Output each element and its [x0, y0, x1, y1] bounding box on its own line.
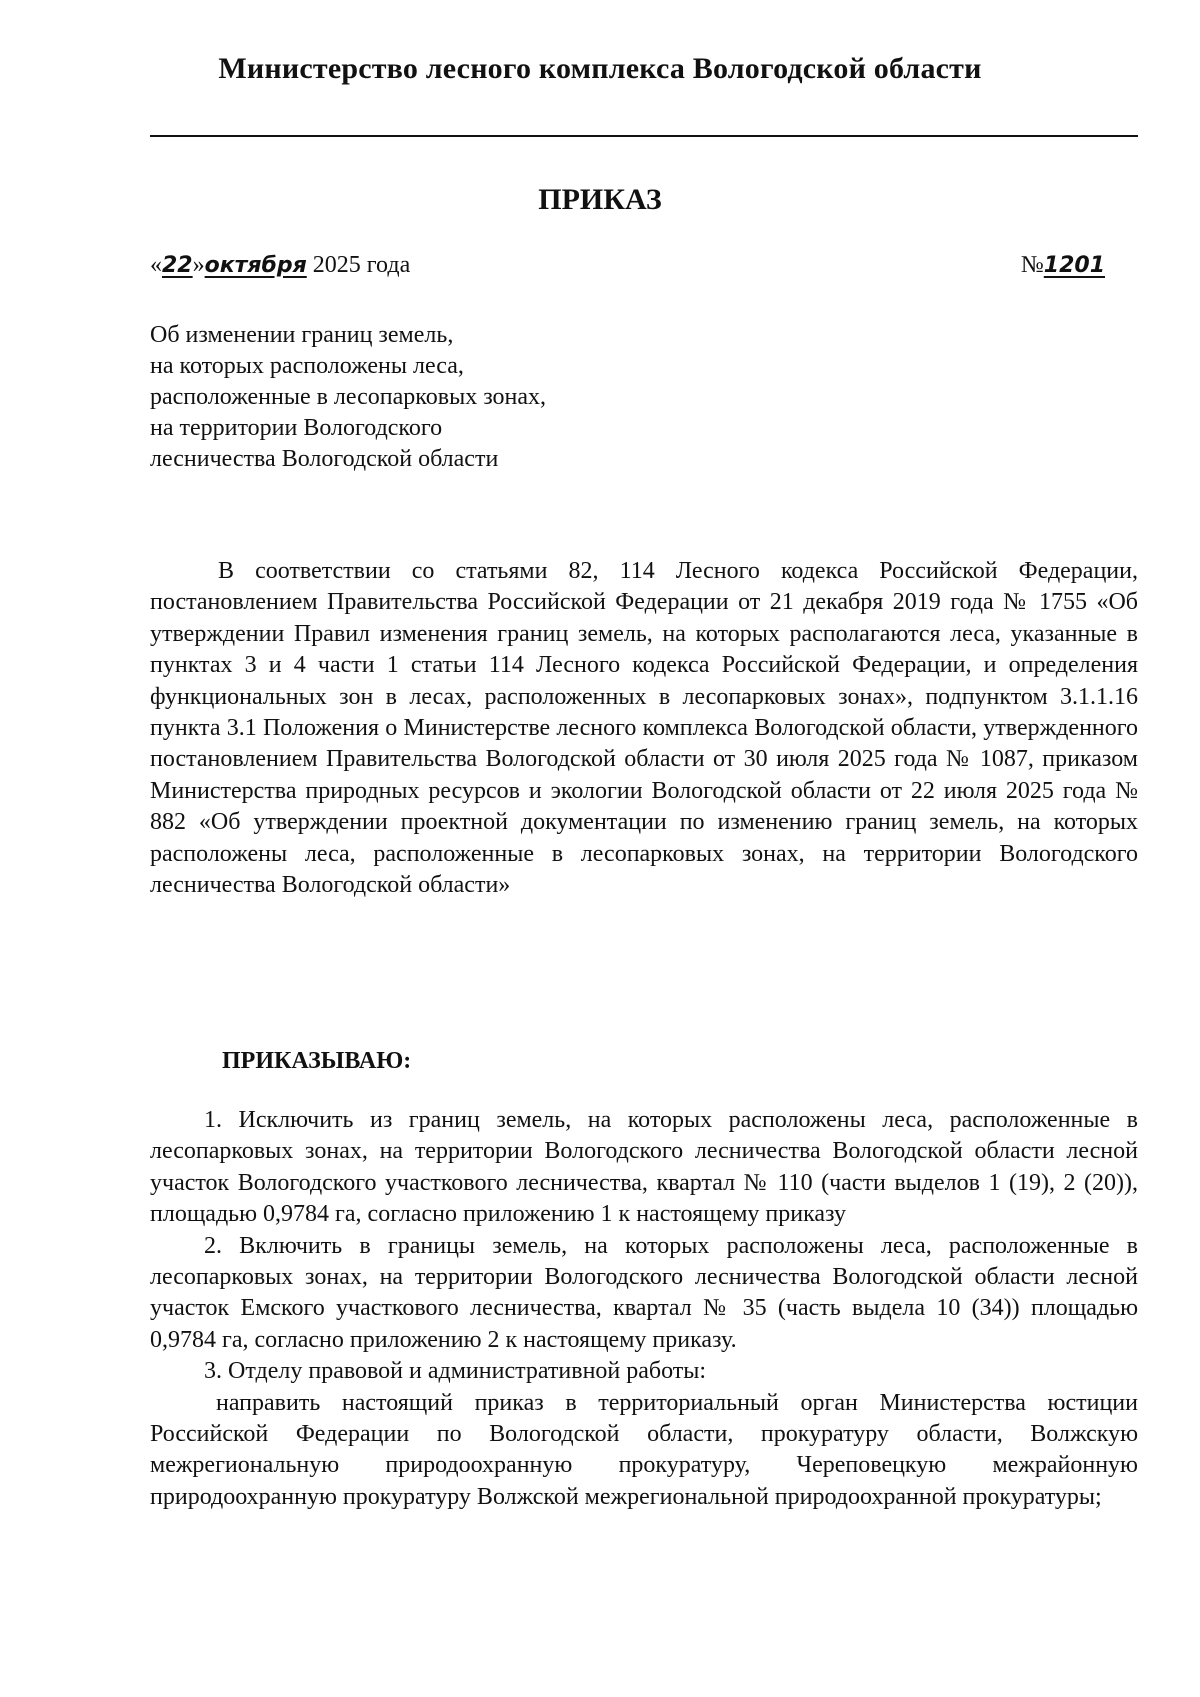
- subject-line: на которых расположены леса,: [150, 353, 464, 379]
- order-subject: [150, 320, 710, 475]
- date-year: 2025 года: [312, 252, 411, 278]
- number-prefix: №: [1020, 252, 1044, 278]
- ministry-heading: Министерство лесного комплекса Вологодской области: [218, 52, 982, 85]
- order-date: [150, 252, 410, 279]
- order-items: [150, 1105, 1138, 1513]
- decree-heading: ПРИКАЗЫВАЮ:: [222, 1048, 412, 1074]
- subject-line: лесничества Вологодской области: [150, 446, 499, 472]
- date-close-quote: »: [192, 252, 205, 278]
- date-open-quote: «: [150, 252, 162, 278]
- preamble-paragraph: В соответствии со статьями 82, 114 Лесного кодекса Российской Федерации, постановлением Правительства Российской Федерации от 21 декабря 2019 года № 1755 «Об утверждении Правил изменения границ земель, на которых располагаются леса, указанные в пунктах 3 и 4 части 1 статьи 114 Лесного кодекса Российской Федерации, и определения функциональных зон в лесах, расположенных в лесопарковых зонах», подпунктом 3.1.1.16 пункта 3.1 Положения о Министерстве лесного комплекса Вологодской области, утвержденного постановлением Правительства Вологодской области от 30 июля 2025 года № 1087, приказом Министерства природных ресурсов и экологии Вологодской области от 22 июля 2025 года № 882 «Об утверждении проектной документации по изменению границ земель, на которых расположены леса, расположенные в лесопарковых зонах, на территории Вологодского лесничества Вологодской области»: [150, 558, 1138, 899]
- order-item: 1. Исключить из границ земель, на которых расположены леса, расположенные в лесопарковых зонах, на территории Вологодского лесничества Вологодской области лесной участок Вологодского участкового лесничества, квартал № 110 (части выделов 1 (19), 2 (20)), площадью 0,9784 га, согласно приложению 1 к настоящему приказу: [150, 1107, 1138, 1228]
- order-number: [1021, 252, 1105, 279]
- subject-line: расположенные в лесопарковых зонах,: [150, 384, 547, 410]
- document-type-title: ПРИКАЗ: [538, 183, 662, 216]
- date-month-handwritten: октября: [204, 253, 307, 278]
- date-day-handwritten: 22: [162, 253, 193, 278]
- header-divider: [150, 135, 1138, 137]
- order-item: 2. Включить в границы земель, на которых расположены леса, расположенные в лесопарковых зонах, на территории Вологодского лесничества Вологодской области лесной участок Емского участкового лесничества, квартал № 35 (часть выдела 10 (34)) площадью 0,9784 га, согласно приложению 2 к настоящему приказу.: [150, 1232, 1138, 1353]
- subject-line: на территории Вологодского: [150, 415, 443, 441]
- number-handwritten: 1201: [1043, 253, 1105, 278]
- order-item: 3. Отделу правовой и административной работы:: [204, 1358, 707, 1385]
- subject-line: Об изменении границ земель,: [150, 322, 454, 348]
- order-subitem: направить настоящий приказ в территориальный орган Министерства юстиции Российской Федерации по Вологодской области, прокуратуру области, Волжскую межрегиональную природоохранную прокуратуру, Череповецкую межрайонную природоохранную прокуратуру Волжской межрегиональной природоохранной прокуратуры;: [150, 1389, 1138, 1510]
